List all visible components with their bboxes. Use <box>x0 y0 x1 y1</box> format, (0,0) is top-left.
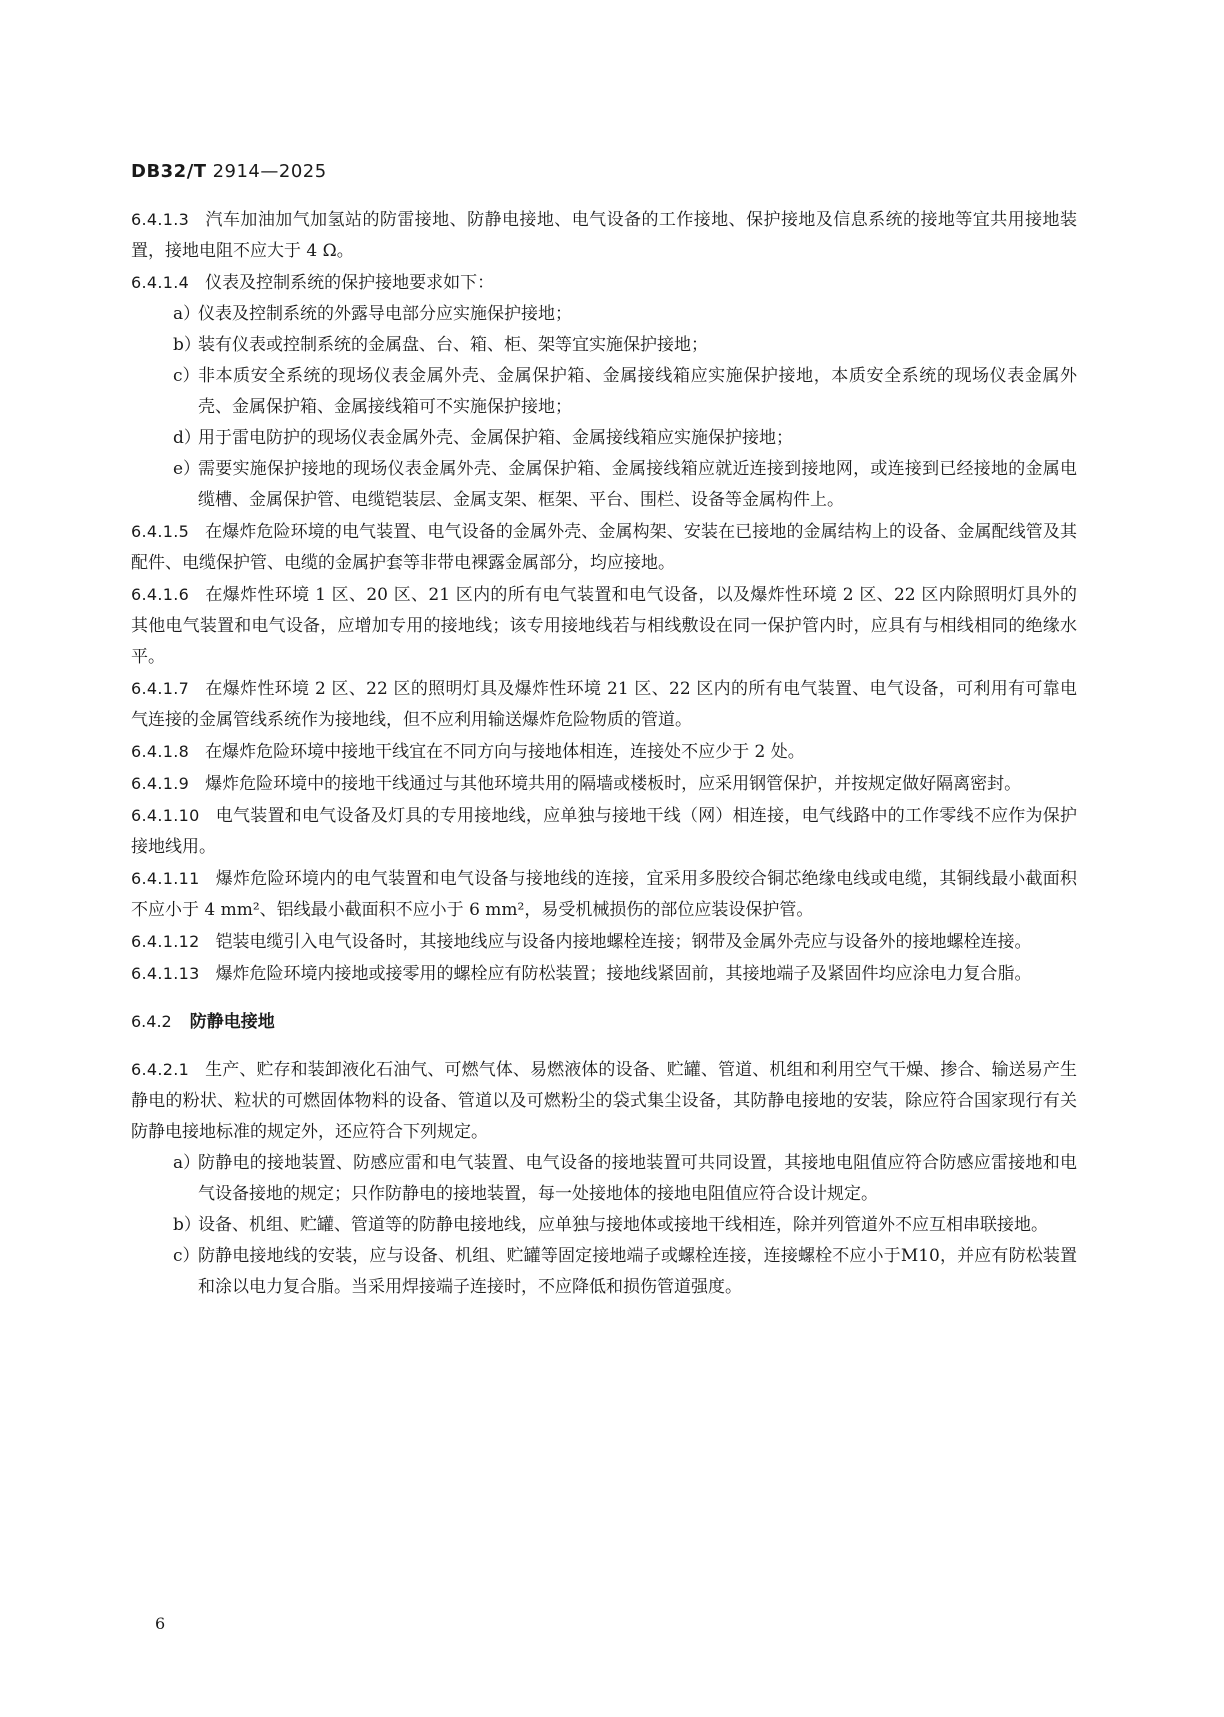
standard-prefix: DB32/T <box>131 161 207 182</box>
clause-6-4-1-8 <box>131 736 1077 768</box>
list-item-d <box>131 423 1077 454</box>
clause-6-4-1-10 <box>131 800 1077 863</box>
clause-6-4-1-7 <box>131 673 1077 736</box>
list-item-text: 仪表及控制系统的外露导电部分应实施保护接地； <box>198 304 572 324</box>
list-item-b <box>131 1210 1077 1241</box>
clause-6-4-2-1 <box>131 1054 1077 1148</box>
clause-number: 6.4.1.10 <box>131 806 200 825</box>
list-item-text: 用于雷电防护的现场仪表金属外壳、金属保护箱、金属接线箱应实施保护接地； <box>198 428 793 448</box>
clause-number: 6.4.1.4 <box>131 273 190 292</box>
clause-number: 6.4.1.7 <box>131 679 190 698</box>
section-title: 防静电接地 <box>189 1012 275 1032</box>
clause-number: 6.4.1.13 <box>131 964 200 983</box>
clause-6-4-1-9 <box>131 768 1077 800</box>
clause-text: 在爆炸性环境 1 区、20 区、21 区内的所有电气装置和电气设备，以及爆炸性环境 2 区、22 区内除照明灯具外的其他电气装置和电气设备，应增加专用的接地线；该专用接地线若与相线敷设在同一保护管内时，应具有与相线相同的绝缘水平。 <box>131 585 1077 667</box>
clause-number: 6.4.1.11 <box>131 869 200 888</box>
standard-number: 2914—2025 <box>212 161 327 182</box>
list-marker: b） <box>173 1215 201 1235</box>
page-number: 6 <box>155 1614 166 1633</box>
list-marker: b） <box>173 335 201 355</box>
clause-6-4-1-6 <box>131 579 1077 673</box>
section-number: 6.4.2 <box>131 1012 172 1031</box>
clause-text: 汽车加油加气加氢站的防雷接地、防静电接地、电气设备的工作接地、保护接地及信息系统的接地等宜共用接地装置，接地电阻不应大于 4 Ω。 <box>131 210 1077 261</box>
clause-number: 6.4.1.6 <box>131 585 190 604</box>
document-body <box>131 204 1077 1303</box>
clause-text: 仪表及控制系统的保护接地要求如下： <box>205 273 495 293</box>
clause-6-4-1-12 <box>131 926 1077 958</box>
clause-text: 铠装电缆引入电气设备时，其接地线应与设备内接地螺栓连接；钢带及金属外壳应与设备外的接地螺栓连接。 <box>215 932 1032 952</box>
list-marker: e） <box>173 459 201 479</box>
list-marker: d） <box>173 428 201 448</box>
list-marker: c） <box>173 366 200 386</box>
clause-text: 爆炸危险环境中的接地干线通过与其他环境共用的隔墙或楼板时，应采用钢管保护，并按规定做好隔离密封。 <box>205 774 1022 794</box>
clause-number: 6.4.1.3 <box>131 210 190 229</box>
list-item-text: 设备、机组、贮罐、管道等的防静电接地线，应单独与接地体或接地干线相连，除并列管道外不应互相串联接地。 <box>198 1215 1048 1235</box>
list-item-text: 需要实施保护接地的现场仪表金属外壳、金属保护箱、金属接线箱应就近连接到接地网，或连接到已经接地的金属电缆槽、金属保护管、电缆铠装层、金属支架、框架、平台、围栏、设备等金属构件上。 <box>198 459 1077 510</box>
clause-text: 在爆炸危险环境的电气装置、电气设备的金属外壳、金属构架、安装在已接地的金属结构上的设备、金属配线管及其配件、电缆保护管、电缆的金属护套等非带电裸露金属部分，均应接地。 <box>131 522 1077 573</box>
clause-6-4-1-3 <box>131 204 1077 267</box>
clause-number: 6.4.2.1 <box>131 1060 190 1079</box>
list-item-text: 非本质安全系统的现场仪表金属外壳、金属保护箱、金属接线箱应实施保护接地，本质安全系统的现场仪表金属外壳、金属保护箱、金属接线箱可不实施保护接地； <box>198 366 1077 417</box>
clause-number: 6.4.1.8 <box>131 742 190 761</box>
list-item-text: 装有仪表或控制系统的金属盘、台、箱、柜、架等宜实施保护接地； <box>198 335 708 355</box>
clause-text: 在爆炸危险环境中接地干线宜在不同方向与接地体相连，连接处不应少于 2 处。 <box>205 742 805 762</box>
section-heading-6-4-2 <box>131 1006 1077 1038</box>
clause-6-4-1-4 <box>131 267 1077 299</box>
clause-6-4-1-13 <box>131 958 1077 990</box>
clause-text: 爆炸危险环境内的电气装置和电气设备与接地线的连接，宜采用多股绞合铜芯绝缘电线或电缆，其铜线最小截面积不应小于 4 mm²、铝线最小截面积不应小于 6 mm²，易受机械损伤的部位应装设保护管。 <box>131 869 1077 920</box>
clause-6-4-1-5 <box>131 516 1077 579</box>
clause-text: 电气装置和电气设备及灯具的专用接地线，应单独与接地干线（网）相连接，电气线路中的工作零线不应作为保护接地线用。 <box>131 806 1077 857</box>
clause-text: 生产、贮存和装卸液化石油气、可燃气体、易燃液体的设备、贮罐、管道、机组和利用空气干燥、掺合、输送易产生静电的粉状、粒状的可燃固体物料的设备、管道以及可燃粉尘的袋式集尘设备，其防静电接地的安装，除应符合国家现行有关防静电接地标准的规定外，还应符合下列规定。 <box>131 1060 1077 1142</box>
list-item-a <box>131 1148 1077 1210</box>
clause-text: 在爆炸性环境 2 区、22 区的照明灯具及爆炸性环境 21 区、22 区内的所有电气装置、电气设备，可利用有可靠电气连接的金属管线系统作为接地线，但不应利用输送爆炸危险物质的管道。 <box>131 679 1077 730</box>
clause-6-4-1-11 <box>131 863 1077 926</box>
clause-number: 6.4.1.12 <box>131 932 200 951</box>
list-marker: a） <box>173 304 201 324</box>
list-item-c <box>131 1241 1077 1303</box>
standard-code-header <box>131 161 327 182</box>
list-item-c <box>131 361 1077 423</box>
clause-number: 6.4.1.9 <box>131 774 190 793</box>
list-item-b <box>131 330 1077 361</box>
list-item-e <box>131 454 1077 516</box>
list-marker: c） <box>173 1246 200 1266</box>
list-marker: a） <box>173 1153 201 1173</box>
list-item-text: 防静电接地线的安装，应与设备、机组、贮罐等固定接地端子或螺栓连接，连接螺栓不应小于M10，并应有防松装置和涂以电力复合脂。当采用焊接端子连接时，不应降低和损伤管道强度。 <box>198 1246 1077 1297</box>
clause-text: 爆炸危险环境内接地或接零用的螺栓应有防松装置；接地线紧固前，其接地端子及紧固件均应涂电力复合脂。 <box>215 964 1032 984</box>
list-item-a <box>131 299 1077 330</box>
list-item-text: 防静电的接地装置、防感应雷和电气装置、电气设备的接地装置可共同设置，其接地电阻值应符合防感应雷接地和电气设备接地的规定；只作防静电的接地装置，每一处接地体的接地电阻值应符合设计规定。 <box>198 1153 1077 1204</box>
clause-number: 6.4.1.5 <box>131 522 190 541</box>
